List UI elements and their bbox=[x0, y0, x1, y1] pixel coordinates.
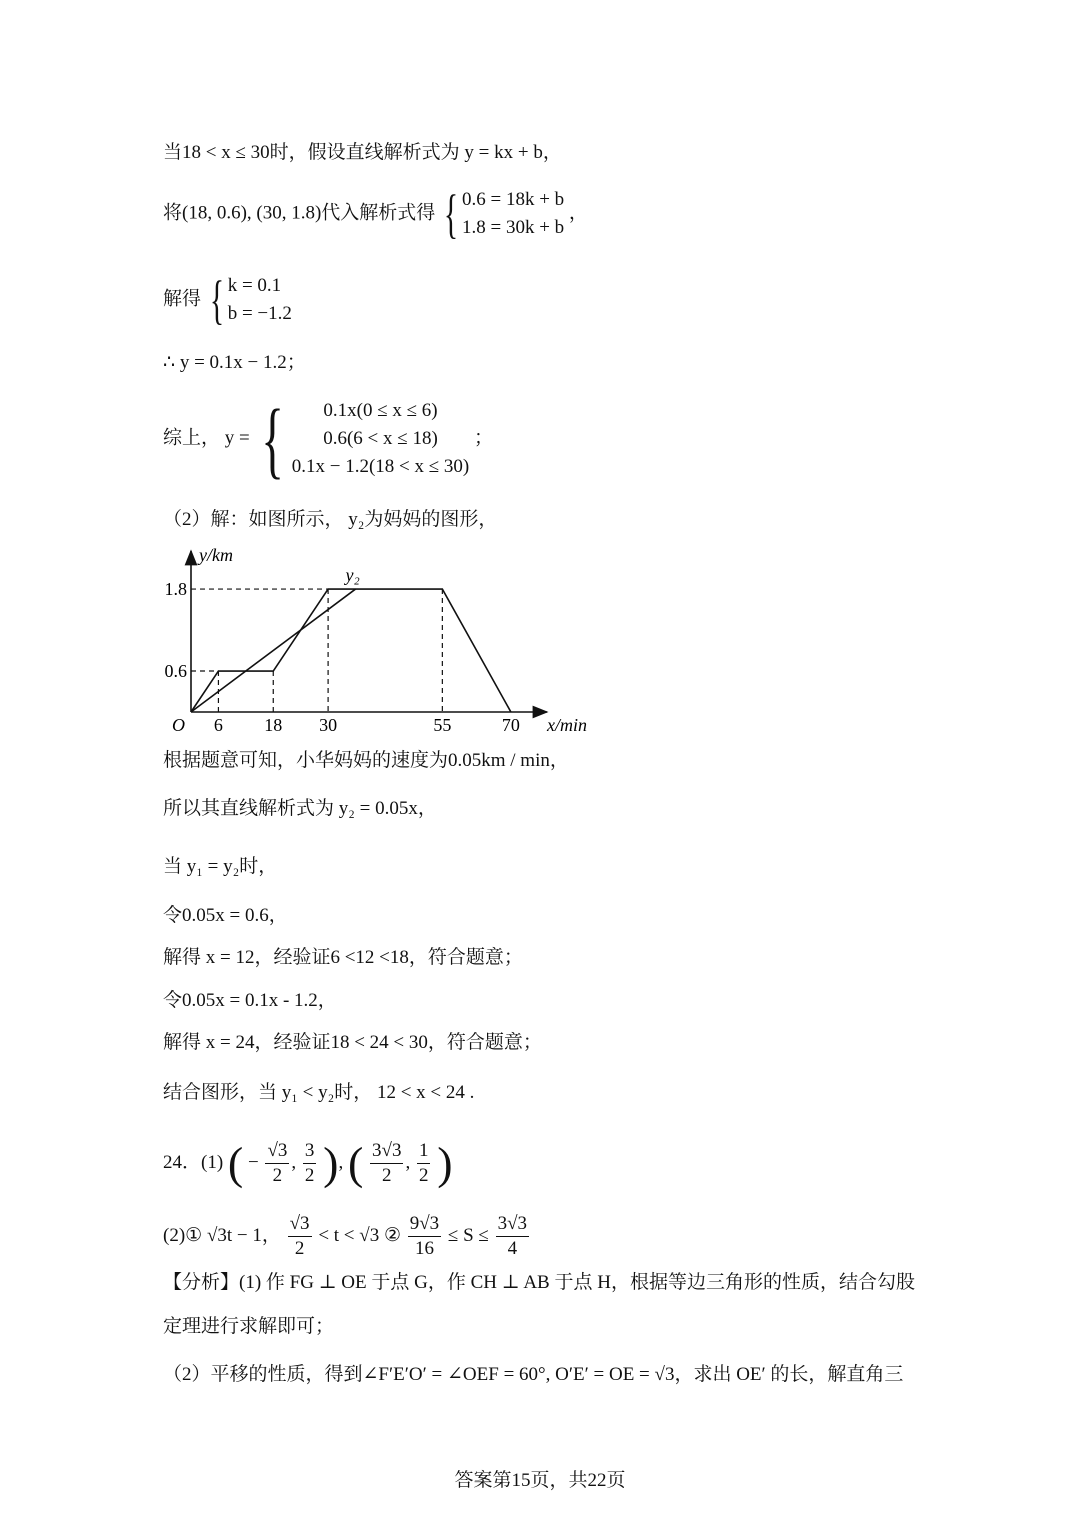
frac-den: 2 bbox=[272, 1165, 283, 1187]
x-tick-label: 6 bbox=[213, 715, 223, 735]
q24-frac-c bbox=[370, 1139, 403, 1188]
line-5 bbox=[163, 391, 494, 487]
q24-frac-b bbox=[303, 1139, 317, 1188]
y-tick-label: 0.6 bbox=[164, 661, 187, 682]
x-tick-label: 70 bbox=[501, 715, 520, 735]
line-9: 当 y₁ = y₂时， bbox=[163, 856, 278, 877]
q2-mid: < t < √3 ② bbox=[318, 1225, 401, 1246]
line-6: （2）解：如图所示， y₂为妈妈的图形， bbox=[163, 509, 498, 530]
frac-num: 3 bbox=[303, 1139, 317, 1164]
frac-num: 3√3 bbox=[370, 1139, 403, 1164]
piecewise bbox=[254, 391, 470, 487]
q2-frac-2 bbox=[408, 1212, 441, 1261]
page-footer: 答案第15页，共22页 bbox=[454, 1470, 626, 1491]
piece-1: 0.1x(0 ≤ x ≤ 6) bbox=[323, 400, 438, 421]
line-2 bbox=[163, 186, 588, 242]
frac-num: 1 bbox=[417, 1139, 431, 1164]
system-2-row-1: k = 0.1 bbox=[227, 275, 282, 296]
series-label: y₂ bbox=[345, 565, 360, 586]
q24-frac-a bbox=[265, 1139, 289, 1188]
frac-num: √3 bbox=[265, 1139, 289, 1164]
system-1 bbox=[440, 186, 564, 242]
q2-frac-3 bbox=[496, 1212, 529, 1261]
frac-den: 2 bbox=[382, 1165, 392, 1187]
frac-den: 2 bbox=[294, 1238, 305, 1260]
line-7: 根据题意可知，小华妈妈的速度为0.05km / min， bbox=[163, 750, 569, 771]
q24-sign: − bbox=[247, 1152, 259, 1173]
system-2 bbox=[206, 272, 292, 328]
left-brace-icon: { bbox=[443, 184, 459, 244]
paren-close-icon: ) bbox=[437, 1137, 453, 1189]
x-tick-label: 30 bbox=[319, 715, 338, 735]
system-1-row-1: 0.6 = 18k + b bbox=[461, 189, 565, 210]
analysis-line-3: （2）平移的性质，得到∠F′E′O′ = ∠OEF = 60°, O′E′ = OE = √3，求出 OE′ 的长，解直角三 bbox=[163, 1364, 904, 1385]
system-1-row-2: 1.8 = 30k + b bbox=[461, 217, 565, 238]
y-tick-label: 1.8 bbox=[164, 579, 187, 600]
line-1: 当18 < x ≤ 30时，假设直线解析式为 y = kx + b， bbox=[163, 142, 562, 163]
line-3-prefix: 解得 bbox=[163, 288, 202, 310]
piece-3: 0.1x − 1.2(18 < x ≤ 30) bbox=[291, 456, 470, 477]
frac-den: 2 bbox=[418, 1165, 429, 1187]
analysis-line-1: 【分析】(1) 作 FG ⊥ OE 于点 G，作 CH ⊥ AB 于点 H，根据等边三角形的性质，结合勾股 bbox=[163, 1272, 915, 1293]
distance-time-chart bbox=[155, 545, 595, 745]
line-3 bbox=[163, 272, 292, 328]
line-10: 令0.05x = 0.6， bbox=[163, 905, 288, 926]
q24-part1: 24．(1) ( − $\frac{√3}{2}$ , $\frac{3}{2}$ ), ( $\frac{3√3}{2}$ , $\frac{1}{2}$ ) bbox=[163, 1137, 453, 1189]
q24-label: 24．(1) bbox=[163, 1152, 224, 1173]
paren-close-icon: ) bbox=[323, 1137, 339, 1189]
q2-prefix: (2)① √3t − 1， bbox=[163, 1225, 281, 1246]
origin-label: O bbox=[172, 715, 185, 735]
frac-den: 4 bbox=[507, 1238, 518, 1260]
q24-frac-d bbox=[417, 1139, 431, 1188]
frac-num: 9√3 bbox=[408, 1212, 441, 1237]
frac-den: 16 bbox=[414, 1238, 434, 1260]
y-axis-label: y/km bbox=[199, 545, 233, 565]
line-8: 所以其直线解析式为 y₂ = 0.05x， bbox=[163, 798, 437, 819]
q2-le: ≤ S ≤ bbox=[447, 1225, 489, 1246]
left-brace-icon: { bbox=[261, 391, 285, 487]
frac-num: √3 bbox=[288, 1212, 312, 1237]
x-axis-label: x/min bbox=[547, 715, 587, 735]
q24-part2 bbox=[163, 1210, 531, 1262]
x-tick-label: 18 bbox=[264, 715, 283, 735]
line-5-suffix: ； bbox=[474, 427, 494, 449]
frac-num: 3√3 bbox=[496, 1212, 529, 1237]
line-2-prefix: 将(18, 0.6), (30, 1.8)代入解析式得 bbox=[163, 202, 436, 224]
series-y1-line bbox=[191, 589, 511, 712]
line-5-prefix: 综上， y = bbox=[163, 427, 250, 449]
frac-den: 2 bbox=[304, 1165, 315, 1187]
piece-2: 0.6(6 < x ≤ 18) bbox=[323, 428, 438, 449]
paren-open-icon: ( bbox=[347, 1137, 364, 1189]
system-2-row-2: b = −1.2 bbox=[227, 303, 292, 324]
analysis-line-2: 定理进行求解即可； bbox=[163, 1316, 335, 1337]
line-2-suffix: ， bbox=[568, 202, 588, 224]
line-13: 解得 x = 24，经验证18 < 24 < 30，符合题意； bbox=[163, 1032, 542, 1053]
line-11: 解得 x = 12，经验证6 <12 <18，符合题意； bbox=[163, 947, 523, 968]
line-4: ∴ y = 0.1x − 1.2； bbox=[163, 352, 306, 373]
paren-open-icon: ( bbox=[227, 1137, 244, 1189]
q2-frac-1 bbox=[288, 1212, 312, 1261]
x-tick-label: 55 bbox=[433, 715, 452, 735]
line-14: 结合图形，当 y₁ < y₂时， 12 < x < 24 . bbox=[163, 1082, 475, 1103]
line-12: 令0.05x = 0.1x - 1.2， bbox=[163, 990, 337, 1011]
left-brace-icon: { bbox=[209, 270, 224, 330]
